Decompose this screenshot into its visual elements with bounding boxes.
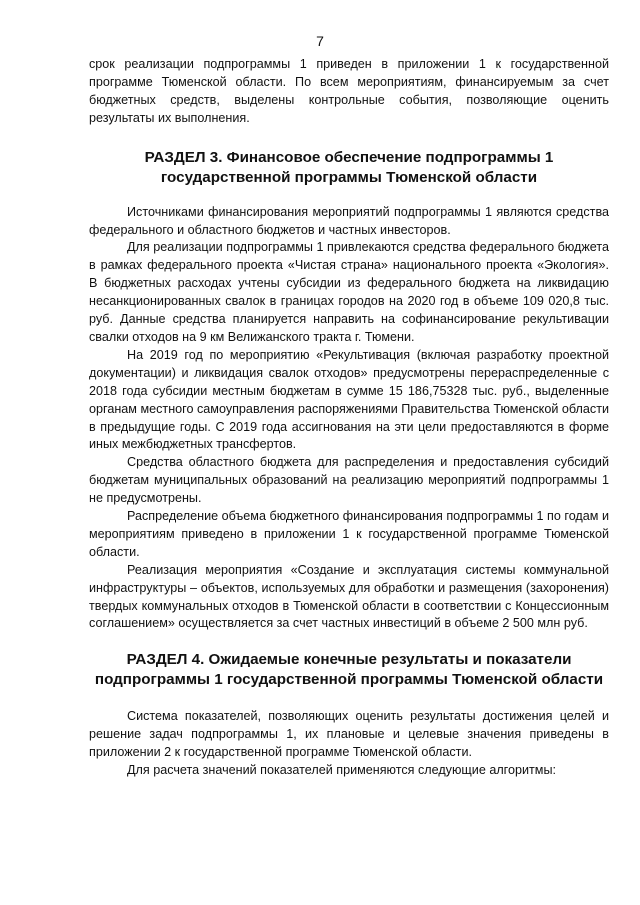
- section-3-paragraph: Средства областного бюджета для распределения и предоставления субсидий бюджетам муниципальных образований на реализацию мероприятий подпрограммы 1 не предусмотрены.: [89, 455, 609, 506]
- section-3-paragraph: Распределение объема бюджетного финансирования подпрограммы 1 по годам и мероприятиям приведено в приложении 1 к государственной программе Тюменской области.: [89, 509, 609, 559]
- section-3-paragraph: Реализация мероприятия «Создание и эксплуатация системы коммунальной инфраструктуры – объектов, используемых для обработки и размещения (захоронения) твердых коммунальных отходов в Тюменской области в соответствии с Концессионным соглашением» осуществляется за счет частных инвестиций в объеме 2 500 млн руб.: [89, 562, 609, 631]
- section-3-heading-line-1: РАЗДЕЛ 3. Финансовое обеспечение подпрограммы 1: [144, 148, 554, 166]
- page-number: 7: [316, 33, 324, 49]
- section-3-heading: [89, 148, 609, 188]
- section-3-paragraph: Источниками финансирования мероприятий подпрограммы 1 являются средства федерального и областного бюджетов и частных инвесторов.: [89, 204, 609, 237]
- section-4-paragraph: Система показателей, позволяющих оценить результаты достижения целей и решение задач подпрограммы 1, их плановые и целевые значения приведены в приложении 2 к государственной программе Тюменской области.: [89, 709, 609, 760]
- section-4-heading: [89, 650, 609, 690]
- section-3-body: [89, 204, 609, 634]
- section-4-heading-line-2: подпрограммы 1 государственной программы Тюменской области: [94, 671, 604, 689]
- document-body: [89, 56, 609, 780]
- section-4-body: [89, 708, 609, 780]
- section-3-heading-line-2: государственной программы Тюменской области: [160, 168, 538, 186]
- section-4-heading-line-1: РАЗДЕЛ 4. Ожидаемые конечные результаты и показатели: [126, 651, 572, 669]
- section-3-paragraph: Для реализации подпрограммы 1 привлекаются средства федерального бюджета в рамках федерального проекта «Чистая страна» национального проекта «Экология». В бюджетных расходах учтены субсидии из федерального бюджета на ликвидацию несанкционированных свалок в границах городов на 2020 год в объеме 109 020,8 тыс. руб. Данные средства планируется направить на софинансирование рекультивации свалки отходов на 9 км Велижанского тракта г. Тюмени.: [89, 240, 609, 344]
- intro-paragraph: срок реализации подпрограммы 1 приведен в приложении 1 к государственной программе Тюменской области. По всем мероприятиям, финансируемым за счет бюджетных средств, выделены контрольные события, позволяющие оценить результаты их выполнения.: [89, 57, 609, 125]
- section-4-paragraph: Для расчета значений показателей применяются следующие алгоритмы:: [127, 763, 557, 778]
- section-3-paragraph: На 2019 год по мероприятию «Рекультивация (включая разработку проектной документации) и ликвидация свалок отходов» предусмотрены перераспределенные с 2018 года субсидии местным бюджетам в сумме 15 186,75328 тыс. руб., выделенные органам местного самоуправления распоряжениями Правительства Тюменской области в предыдущие годы. С 2019 года ассигнования на эти цели предоставляются в форме иных межбюджетных трансфертов.: [89, 347, 609, 452]
